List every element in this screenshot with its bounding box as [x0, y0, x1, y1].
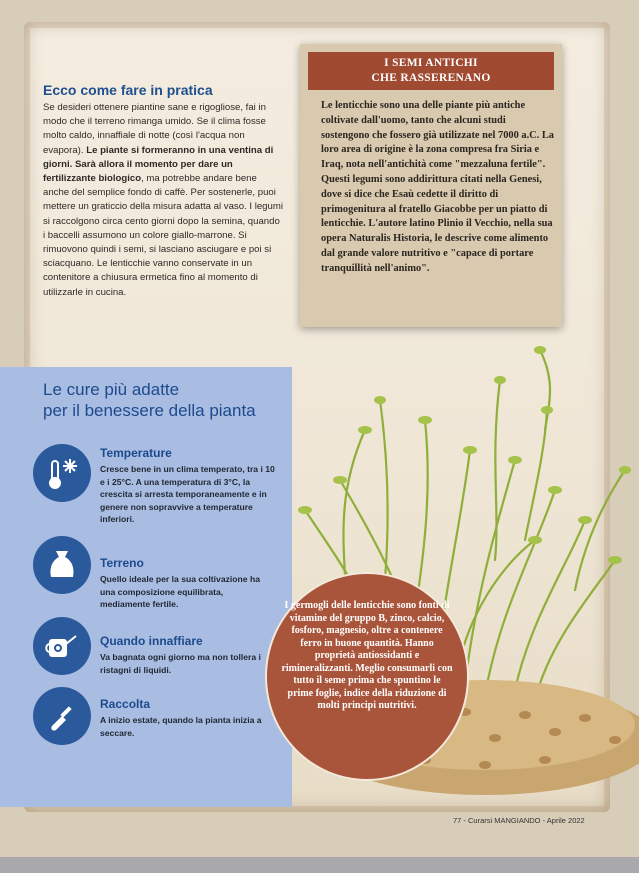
trowel-icon: [33, 687, 91, 745]
care-desc-soil: Quello ideale per la sua coltivazione ha una composizione equilibrata, mediamente fertile.: [100, 574, 260, 610]
care-desc-temperature: Cresce bene in un clima temperato, tra i 10 e i 25°C. A una temperatura di 3°C, la crescita si arresta temporaneamente e in genere non sopravvive a temperature inferiori.: [100, 464, 275, 525]
practice-heading: Ecco come fare in pratica: [43, 82, 213, 98]
care-title: [43, 379, 256, 421]
soil-bag-icon: [33, 536, 91, 594]
care-desc-harvest: A inizio estate, quando la pianta inizia a seccare.: [100, 715, 262, 738]
care-head-harvest: Raccolta: [100, 697, 151, 711]
care-head-soil: Terreno: [100, 556, 144, 570]
ancient-seeds-box: [300, 44, 562, 327]
care-desc-watering: Va bagnata ogni giorno ma non tollera i ristagni di liquidi.: [100, 652, 261, 675]
box-text: Le lenticchie sono una delle piante più antiche coltivate dall'uomo, tanto che alcuni studi sostengono che fossero già utilizzate nel 7000 a.C. La loro area di origine è la zona compresa fra Siria e Iraq, nota nell'antichità come "mezzaluna fertile". Questi legumi sono addirittura citati nella Genesi, dove si dice che Esaù cedette il diritto di primogenitura al fratello Giacobbe per un piatto di lenticchie. L'autore latino Plinio il Vecchio, nella sua opera Naturalis Historia, le descrive come alimento dal grande valore nutritivo e "capace di portare tranquillità nell'animo".: [321, 100, 555, 274]
care-title-line-2: per il benessere della pianta: [43, 401, 256, 420]
thermometer-snowflake-icon: [33, 444, 91, 502]
box-title-line-2: CHE RASSERENANO: [371, 72, 491, 84]
box-title: [308, 52, 554, 90]
practice-text-3: , ma potrebbe andare bene anche del semplice fondo di caffè. Per sostenerle, puoi mettere un graticcio della misura adatta al vaso. I legumi si raccolgono circa cento giorni dopo la semina, quando i baccelli assumono un colore giallo-marrone. Si rimuovono quindi i semi, si lasciano asciugare e poi si sciacquano. Le lenticchie vanno conservate in un contenitore a chiusura ermetica fino al momento di utilizzarle in cucina.: [43, 173, 283, 298]
sprouts-info-text: I germogli delle lenticchie sono fonti di vitamine del gruppo B, zinco, calcio, fosforo, magnesio, oltre a contenere ferro in buone quantità. Hanno proprietà antiossidanti e rimineralizzanti. Meglio consumarli con tutto il seme prima che spuntino le prime foglie, indice della riduzione di molti principi nutritivi.: [281, 600, 453, 711]
care-head-temperature: Temperature: [100, 446, 172, 460]
practice-text-1: Se desideri ottenere piantine sane e rigogliose, fai in modo che il terreno rimanga umido. Se il clima fosse molto caldo, innaffiale di notte (così l'acqua non evapora).: [43, 102, 266, 156]
page-footer: 77 - Curarsi MANGIANDO - Aprile 2022: [453, 816, 585, 825]
care-title-line-1: Le cure più adatte: [43, 380, 180, 399]
practice-text-2: Le piante si formeranno in una ventina di giorni. Sarà allora il momento per dare un fertilizzante biologico: [43, 144, 274, 185]
plant-care-panel: [0, 367, 292, 807]
practice-body: [43, 101, 283, 300]
watering-can-icon: [33, 617, 91, 675]
care-head-watering: Quando innaffiare: [100, 634, 203, 648]
bottom-strip: [0, 857, 639, 873]
box-title-line-1: I SEMI ANTICHI: [384, 57, 478, 69]
